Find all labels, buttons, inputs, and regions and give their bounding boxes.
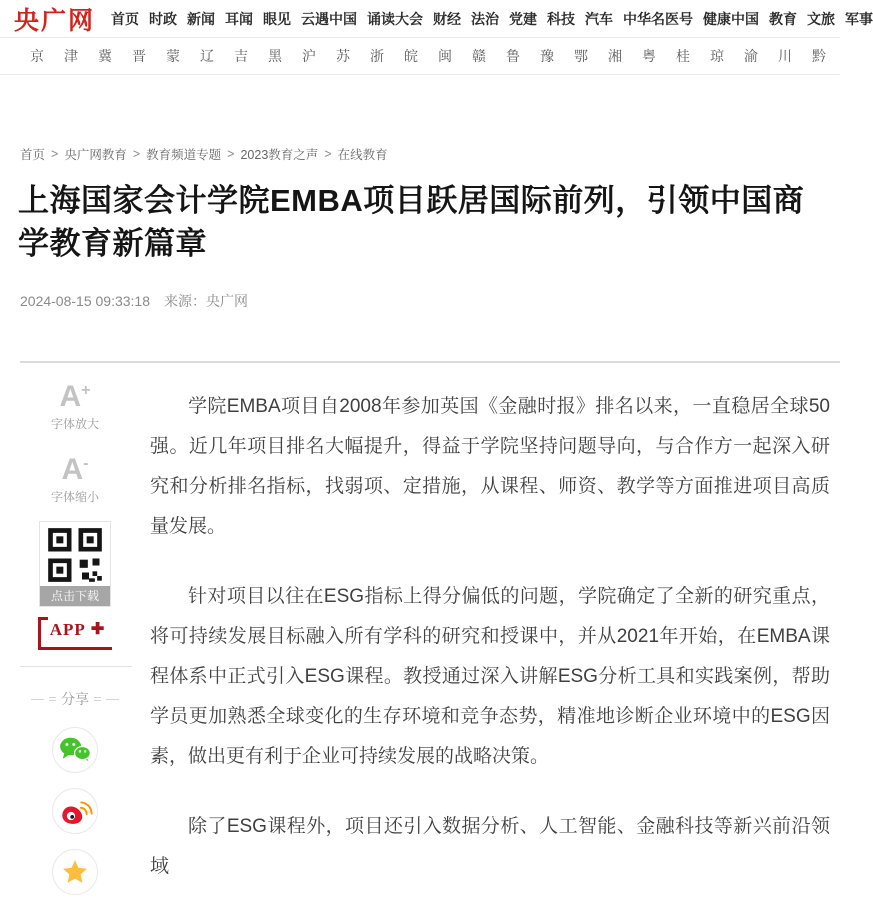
font-enlarge-button[interactable] (20, 375, 130, 432)
share-section-label: 分享 (20, 689, 130, 709)
nav-item[interactable]: 诵读大会 (367, 10, 424, 27)
region-nav (0, 38, 840, 75)
tool-sidebar (0, 363, 150, 917)
font-shrink-button[interactable] (20, 448, 130, 505)
region-nav-item[interactable]: 皖 (404, 48, 418, 64)
article-paragraph: 针对项目以往在ESG指标上得分偏低的问题，学院确定了全新的研究重点，将可持续发展目标融入所有学科的研究和授课中，并从2021年开始，在EMBA课程体系中正式引入ESG课程。教授通过深入讲解ESG分析工具和实践案例，帮助学员更加熟悉全球变化的生存环境和竞争态势，精准地诊断企业环境中的ESG因素，做出更有利于企业可持续发展的战略决策。 (150, 586, 830, 767)
site-logo[interactable]: 央广网 (14, 6, 96, 35)
breadcrumb-separator: > (132, 147, 141, 161)
region-nav-item[interactable]: 粤 (642, 48, 656, 64)
breadcrumb (20, 145, 840, 163)
region-nav-item[interactable]: 黑 (268, 48, 282, 64)
font-shrink-label: 字体缩小 (50, 490, 99, 504)
region-nav-item[interactable]: 京 (30, 48, 44, 64)
sidebar-divider (20, 666, 132, 667)
dash-decoration (94, 697, 101, 701)
region-nav-item[interactable]: 赣 (472, 48, 486, 64)
article-meta (20, 291, 840, 311)
share-wechat-button[interactable] (52, 727, 98, 773)
region-nav-item[interactable]: 豫 (540, 48, 554, 64)
region-nav-item[interactable]: 苏 (336, 48, 350, 64)
nav-item[interactable]: 首页 (111, 10, 140, 27)
region-nav-item[interactable]: 蒙 (166, 48, 180, 64)
article-paragraph: 除了ESG课程外，项目还引入数据分析、人工智能、金融科技等新兴前沿领域 (150, 816, 830, 877)
nav-item[interactable]: 中华名医号 (623, 10, 694, 27)
nav-item[interactable]: 文旅 (807, 10, 836, 27)
nav-item[interactable]: 军事 (845, 10, 873, 27)
breadcrumb-separator: > (324, 147, 332, 161)
qr-code-icon (47, 527, 103, 583)
breadcrumb-separator: > (51, 147, 59, 161)
nav-item[interactable]: 法治 (471, 10, 500, 27)
region-nav-item[interactable]: 鲁 (506, 48, 520, 64)
dash-decoration (31, 699, 44, 700)
breadcrumb-item[interactable]: 在线教育 (337, 148, 388, 162)
source-name: 央广网 (206, 293, 248, 309)
nav-item[interactable]: 新闻 (187, 10, 216, 27)
nav-item[interactable]: 耳闻 (225, 10, 254, 27)
app-label: APP (49, 620, 86, 639)
wechat-icon (59, 736, 91, 764)
plus-icon: ✚ (90, 621, 105, 638)
qzone-icon (62, 859, 88, 885)
publish-date: 2024-08-15 09:33:18 (20, 293, 150, 309)
weibo-icon (59, 795, 92, 828)
font-shrink-symbol: A- (61, 453, 89, 486)
region-nav-item[interactable]: 湘 (608, 48, 622, 64)
nav-item[interactable]: 党建 (509, 10, 538, 27)
nav-item[interactable]: 健康中国 (703, 10, 760, 27)
region-nav-item[interactable]: 桂 (676, 48, 690, 64)
font-enlarge-symbol: A+ (59, 380, 91, 413)
dash-decoration (106, 699, 119, 700)
breadcrumb-separator: > (227, 147, 235, 161)
main-nav (111, 9, 873, 29)
article-paragraph: 学院EMBA项目自2008年参加英国《金融时报》排名以来，一直稳居全球50强。近几年项目排名大幅提升，得益于学院坚持问题导向，与合作方一起深入研究和分析排名指标，找弱项、定措施，从课程、师资、教学等方面推进项目高质量发展。 (150, 396, 830, 537)
region-nav-item[interactable]: 鄂 (574, 48, 588, 64)
region-nav-item[interactable]: 冀 (98, 48, 112, 64)
breadcrumb-item[interactable]: 教育频道专题 (146, 148, 222, 162)
region-nav-item[interactable]: 津 (64, 48, 78, 64)
share-qzone-button[interactable] (52, 849, 98, 895)
font-enlarge-label: 字体放大 (50, 417, 99, 431)
nav-item[interactable]: 汽车 (585, 10, 614, 27)
page-title: 上海国家会计学院EMBA项目跃居国际前列，引领中国商学教育新篇章 (18, 183, 805, 261)
app-download-qr[interactable] (39, 521, 111, 607)
app-logo[interactable] (38, 617, 112, 650)
share-weibo-button[interactable] (52, 788, 98, 834)
region-nav-item[interactable]: 吉 (234, 48, 248, 64)
nav-item[interactable]: 眼见 (263, 10, 292, 27)
nav-item[interactable]: 财经 (433, 10, 462, 27)
qr-caption: 点击下载 (40, 586, 110, 606)
region-nav-item[interactable]: 黔 (812, 48, 826, 64)
region-nav-item[interactable]: 浙 (370, 48, 384, 64)
content-area (0, 363, 840, 917)
nav-item[interactable]: 云遇中国 (301, 10, 358, 27)
top-nav-bar (0, 0, 873, 38)
dash-decoration (49, 697, 56, 701)
breadcrumb-item[interactable]: 央广网教育 (64, 148, 127, 162)
region-nav-item[interactable]: 川 (778, 48, 792, 64)
region-nav-item[interactable]: 渝 (744, 48, 758, 64)
region-nav-item[interactable]: 闽 (438, 48, 452, 64)
region-nav-item[interactable]: 辽 (200, 48, 214, 64)
article-body (150, 363, 840, 917)
region-nav-item[interactable]: 沪 (302, 48, 316, 64)
nav-item[interactable]: 时政 (149, 10, 178, 27)
nav-item[interactable]: 科技 (547, 10, 576, 27)
region-nav-item[interactable]: 晋 (132, 48, 146, 64)
source-label: 来源： (164, 293, 206, 309)
breadcrumb-item[interactable]: 2023教育之声 (240, 148, 319, 162)
nav-item[interactable]: 教育 (769, 10, 798, 27)
region-nav-item[interactable]: 琼 (710, 48, 724, 64)
breadcrumb-item[interactable]: 首页 (20, 148, 46, 162)
